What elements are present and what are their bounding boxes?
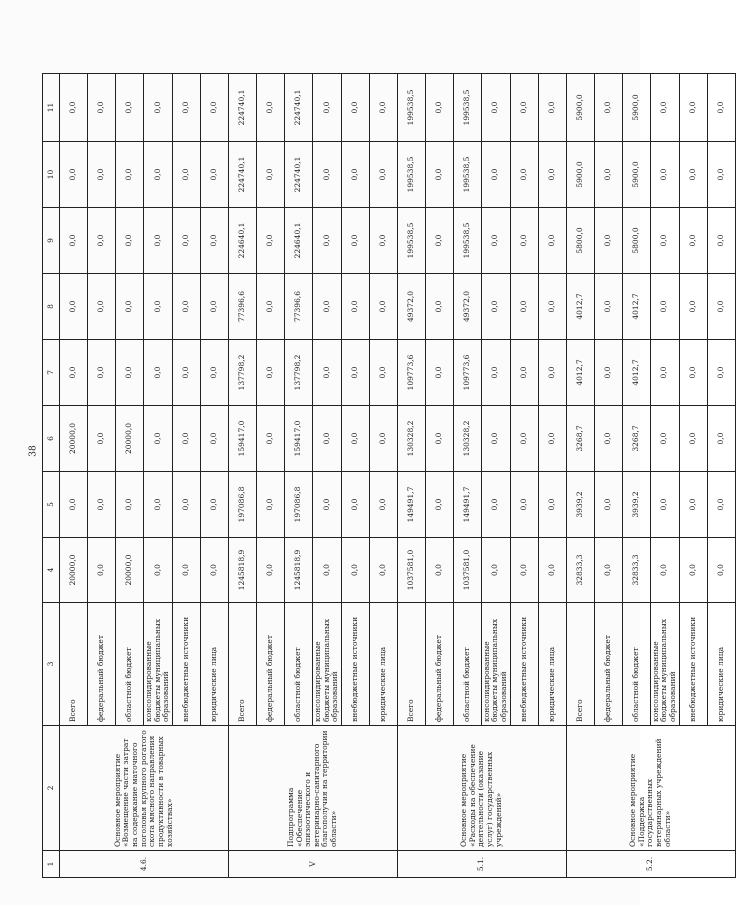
funding-source: Всего — [566, 603, 594, 726]
funding-source: юридические лица — [369, 603, 397, 726]
amount-cell: 0,0 — [425, 472, 453, 538]
amount-cell: 0,0 — [650, 406, 679, 472]
amount-cell: 0,0 — [256, 74, 284, 142]
amount-cell: 199538,5 — [453, 208, 481, 274]
amount-cell: 0,0 — [707, 274, 735, 340]
header-cell: 3 — [43, 603, 60, 726]
amount-cell: 0,0 — [256, 406, 284, 472]
amount-cell: 0,0 — [538, 274, 566, 340]
funding-source: юридические лица — [707, 603, 735, 726]
amount-cell: 0,0 — [312, 538, 341, 603]
amount-cell: 0,0 — [594, 406, 622, 472]
amount-cell: 0,0 — [88, 208, 116, 274]
amount-cell: 0,0 — [594, 74, 622, 142]
amount-cell: 109773,6 — [453, 340, 481, 406]
amount-cell: 199538,5 — [453, 142, 481, 208]
amount-cell: 0,0 — [594, 142, 622, 208]
amount-cell: 49372,0 — [397, 274, 425, 340]
amount-cell: 5800,0 — [622, 208, 650, 274]
funding-table — [42, 73, 736, 878]
amount-cell: 0,0 — [707, 406, 735, 472]
amount-cell: 0,0 — [594, 340, 622, 406]
funding-source: федеральный бюджет — [594, 603, 622, 726]
amount-cell: 224640,1 — [284, 208, 312, 274]
amount-cell: 0,0 — [341, 472, 369, 538]
amount-cell: 0,0 — [256, 472, 284, 538]
amount-cell: 0,0 — [60, 472, 88, 538]
amount-cell: 0,0 — [369, 340, 397, 406]
amount-cell: 0,0 — [481, 142, 510, 208]
funding-source: внебюджетные источники — [679, 603, 707, 726]
amount-cell: 137798,2 — [284, 340, 312, 406]
amount-cell: 159417,0 — [284, 406, 312, 472]
amount-cell: 224740,1 — [228, 142, 256, 208]
amount-cell: 0,0 — [369, 74, 397, 142]
amount-cell: 0,0 — [650, 274, 679, 340]
amount-cell: 137798,2 — [228, 340, 256, 406]
rotated-table-wrapper — [42, 74, 725, 878]
amount-cell: 0,0 — [60, 208, 88, 274]
item-code: 5.2. — [566, 851, 735, 878]
amount-cell: 0,0 — [679, 142, 707, 208]
amount-cell: 0,0 — [707, 208, 735, 274]
amount-cell: 0,0 — [594, 472, 622, 538]
amount-cell: 0,0 — [172, 274, 200, 340]
amount-cell: 0,0 — [425, 142, 453, 208]
funding-source: консолидированные бюджеты муниципальных образований — [650, 603, 679, 726]
amount-cell: 0,0 — [144, 274, 173, 340]
amount-cell: 0,0 — [369, 538, 397, 603]
amount-cell: 0,0 — [341, 208, 369, 274]
item-description: Основное мероприятие «Расходы на обеспечение деятельности (оказание услуг) государственных учреждений» — [397, 726, 566, 851]
amount-cell: 0,0 — [256, 340, 284, 406]
amount-cell: 0,0 — [144, 208, 173, 274]
amount-cell: 0,0 — [341, 274, 369, 340]
amount-cell: 0,0 — [481, 472, 510, 538]
amount-cell: 0,0 — [116, 74, 144, 142]
funding-source: консолидированные бюджеты муниципальных образований — [312, 603, 341, 726]
item-code: 5.1. — [397, 851, 566, 878]
amount-cell: 0,0 — [510, 142, 538, 208]
amount-cell: 0,0 — [60, 142, 88, 208]
amount-cell: 0,0 — [650, 74, 679, 142]
amount-cell: 0,0 — [116, 340, 144, 406]
table-body — [60, 74, 736, 878]
amount-cell: 199538,5 — [397, 74, 425, 142]
amount-cell: 0,0 — [341, 340, 369, 406]
funding-source: внебюджетные источники — [510, 603, 538, 726]
amount-cell: 0,0 — [679, 340, 707, 406]
header-cell: 10 — [43, 142, 60, 208]
amount-cell: 1037581,0 — [453, 538, 481, 603]
amount-cell: 0,0 — [144, 538, 173, 603]
amount-cell: 0,0 — [60, 74, 88, 142]
amount-cell: 3268,7 — [622, 406, 650, 472]
amount-cell: 130328,2 — [453, 406, 481, 472]
amount-cell: 0,0 — [538, 74, 566, 142]
amount-cell: 149491,7 — [453, 472, 481, 538]
item-description: Основное мероприятие «Возмещение части затрат на содержание маточного поголовья крупного рогатого скота мясного направления продуктивности в товарных хозяйствах» — [60, 726, 229, 851]
header-cell: 6 — [43, 406, 60, 472]
amount-cell: 77396,6 — [284, 274, 312, 340]
amount-cell: 0,0 — [341, 406, 369, 472]
amount-cell: 0,0 — [425, 406, 453, 472]
amount-cell: 0,0 — [200, 74, 228, 142]
table-row — [228, 74, 256, 878]
funding-source: юридические лица — [538, 603, 566, 726]
amount-cell: 5900,0 — [622, 74, 650, 142]
amount-cell: 0,0 — [650, 340, 679, 406]
amount-cell: 0,0 — [425, 274, 453, 340]
amount-cell: 3268,7 — [566, 406, 594, 472]
amount-cell: 0,0 — [144, 74, 173, 142]
funding-source: областной бюджет — [116, 603, 144, 726]
amount-cell: 0,0 — [481, 538, 510, 603]
amount-cell: 0,0 — [116, 472, 144, 538]
amount-cell: 0,0 — [88, 538, 116, 603]
amount-cell: 0,0 — [144, 142, 173, 208]
amount-cell: 0,0 — [88, 472, 116, 538]
amount-cell: 0,0 — [510, 538, 538, 603]
item-code: V — [228, 851, 397, 878]
funding-source: внебюджетные источники — [341, 603, 369, 726]
amount-cell: 0,0 — [707, 472, 735, 538]
amount-cell: 0,0 — [481, 208, 510, 274]
amount-cell: 0,0 — [172, 472, 200, 538]
amount-cell: 0,0 — [116, 274, 144, 340]
amount-cell: 0,0 — [312, 208, 341, 274]
amount-cell: 0,0 — [425, 538, 453, 603]
amount-cell: 0,0 — [425, 340, 453, 406]
amount-cell: 159417,0 — [228, 406, 256, 472]
amount-cell: 77396,6 — [228, 274, 256, 340]
amount-cell: 0,0 — [594, 538, 622, 603]
amount-cell: 0,0 — [116, 208, 144, 274]
amount-cell: 0,0 — [88, 406, 116, 472]
funding-source: консолидированные бюджеты муниципальных образований — [144, 603, 173, 726]
amount-cell: 32833,3 — [622, 538, 650, 603]
item-code: 4.6. — [60, 851, 229, 878]
amount-cell: 0,0 — [650, 142, 679, 208]
amount-cell: 0,0 — [341, 74, 369, 142]
amount-cell: 0,0 — [707, 74, 735, 142]
amount-cell: 0,0 — [538, 472, 566, 538]
amount-cell: 1245818,9 — [284, 538, 312, 603]
amount-cell: 20000,0 — [116, 406, 144, 472]
header-cell: 4 — [43, 538, 60, 603]
header-cell: 9 — [43, 208, 60, 274]
amount-cell: 0,0 — [510, 208, 538, 274]
amount-cell: 4012,7 — [622, 274, 650, 340]
funding-source: юридические лица — [200, 603, 228, 726]
amount-cell: 224740,1 — [284, 74, 312, 142]
amount-cell: 1037581,0 — [397, 538, 425, 603]
funding-source: федеральный бюджет — [88, 603, 116, 726]
amount-cell: 5800,0 — [566, 208, 594, 274]
amount-cell: 0,0 — [369, 472, 397, 538]
amount-cell: 32833,3 — [566, 538, 594, 603]
amount-cell: 0,0 — [650, 538, 679, 603]
amount-cell: 0,0 — [60, 274, 88, 340]
amount-cell: 109773,6 — [397, 340, 425, 406]
amount-cell: 0,0 — [200, 208, 228, 274]
amount-cell: 224740,1 — [284, 142, 312, 208]
amount-cell: 0,0 — [312, 340, 341, 406]
amount-cell: 0,0 — [369, 274, 397, 340]
amount-cell: 0,0 — [538, 142, 566, 208]
header-cell: 11 — [43, 74, 60, 142]
amount-cell: 0,0 — [116, 142, 144, 208]
amount-cell: 0,0 — [481, 74, 510, 142]
funding-source: Всего — [60, 603, 88, 726]
amount-cell: 4012,7 — [566, 340, 594, 406]
amount-cell: 0,0 — [144, 472, 173, 538]
header-cell: 2 — [43, 726, 60, 851]
amount-cell: 0,0 — [200, 274, 228, 340]
amount-cell: 0,0 — [679, 74, 707, 142]
amount-cell: 0,0 — [341, 142, 369, 208]
amount-cell: 224740,1 — [228, 74, 256, 142]
amount-cell: 0,0 — [200, 472, 228, 538]
amount-cell: 0,0 — [200, 406, 228, 472]
amount-cell: 0,0 — [481, 340, 510, 406]
amount-cell: 0,0 — [510, 74, 538, 142]
funding-source: консолидированные бюджеты муниципальных образований — [481, 603, 510, 726]
amount-cell: 0,0 — [425, 74, 453, 142]
amount-cell: 199538,5 — [397, 142, 425, 208]
amount-cell: 0,0 — [650, 208, 679, 274]
amount-cell: 3939,2 — [566, 472, 594, 538]
amount-cell: 0,0 — [369, 208, 397, 274]
funding-source: федеральный бюджет — [425, 603, 453, 726]
amount-cell: 0,0 — [200, 538, 228, 603]
funding-source: областной бюджет — [622, 603, 650, 726]
amount-cell: 0,0 — [88, 142, 116, 208]
funding-source: Всего — [228, 603, 256, 726]
amount-cell: 3939,2 — [622, 472, 650, 538]
amount-cell: 0,0 — [312, 406, 341, 472]
amount-cell: 0,0 — [312, 142, 341, 208]
header-cell: 8 — [43, 274, 60, 340]
header-row — [43, 74, 60, 878]
amount-cell: 20000,0 — [116, 538, 144, 603]
amount-cell: 0,0 — [312, 472, 341, 538]
amount-cell: 0,0 — [369, 406, 397, 472]
amount-cell: 0,0 — [200, 340, 228, 406]
amount-cell: 0,0 — [312, 74, 341, 142]
amount-cell: 0,0 — [256, 538, 284, 603]
amount-cell: 0,0 — [172, 340, 200, 406]
amount-cell: 0,0 — [650, 472, 679, 538]
amount-cell: 0,0 — [538, 340, 566, 406]
amount-cell: 0,0 — [481, 406, 510, 472]
amount-cell: 1245818,9 — [228, 538, 256, 603]
amount-cell: 4012,7 — [622, 340, 650, 406]
amount-cell: 0,0 — [88, 74, 116, 142]
amount-cell: 5900,0 — [566, 142, 594, 208]
funding-source: областной бюджет — [453, 603, 481, 726]
amount-cell: 0,0 — [256, 142, 284, 208]
amount-cell: 0,0 — [341, 538, 369, 603]
table-row — [566, 74, 594, 878]
amount-cell: 0,0 — [679, 538, 707, 603]
amount-cell: 5900,0 — [622, 142, 650, 208]
amount-cell: 0,0 — [172, 406, 200, 472]
amount-cell: 130328,2 — [397, 406, 425, 472]
amount-cell: 0,0 — [172, 74, 200, 142]
amount-cell: 0,0 — [425, 208, 453, 274]
amount-cell: 0,0 — [679, 472, 707, 538]
amount-cell: 0,0 — [538, 208, 566, 274]
amount-cell: 0,0 — [594, 208, 622, 274]
amount-cell: 149491,7 — [397, 472, 425, 538]
header-cell: 1 — [43, 851, 60, 878]
amount-cell: 0,0 — [312, 274, 341, 340]
amount-cell: 197086,8 — [228, 472, 256, 538]
amount-cell: 224640,1 — [228, 208, 256, 274]
amount-cell: 0,0 — [510, 274, 538, 340]
amount-cell: 20000,0 — [60, 406, 88, 472]
amount-cell: 197086,8 — [284, 472, 312, 538]
funding-source: Всего — [397, 603, 425, 726]
amount-cell: 0,0 — [679, 406, 707, 472]
amount-cell: 0,0 — [510, 340, 538, 406]
amount-cell: 0,0 — [369, 142, 397, 208]
amount-cell: 0,0 — [172, 538, 200, 603]
amount-cell: 0,0 — [707, 142, 735, 208]
amount-cell: 0,0 — [88, 274, 116, 340]
funding-source: федеральный бюджет — [256, 603, 284, 726]
amount-cell: 20000,0 — [60, 538, 88, 603]
amount-cell: 0,0 — [594, 274, 622, 340]
amount-cell: 0,0 — [144, 406, 173, 472]
funding-source: областной бюджет — [284, 603, 312, 726]
amount-cell: 0,0 — [60, 340, 88, 406]
amount-cell: 0,0 — [707, 538, 735, 603]
amount-cell: 0,0 — [510, 406, 538, 472]
amount-cell: 0,0 — [200, 142, 228, 208]
item-description: Основное мероприятие «Поддержка государственных ветеринарных учреждений области» — [566, 726, 735, 851]
amount-cell: 0,0 — [172, 208, 200, 274]
item-description: Подпрограмма «Обеспечение эпизоотического и ветеринарно-санитарного благополучия на территории области» — [228, 726, 397, 851]
amount-cell: 199538,5 — [397, 208, 425, 274]
amount-cell: 0,0 — [679, 208, 707, 274]
amount-cell: 0,0 — [88, 340, 116, 406]
amount-cell: 0,0 — [538, 538, 566, 603]
amount-cell: 0,0 — [481, 274, 510, 340]
funding-source: внебюджетные источники — [172, 603, 200, 726]
page-number: 38 — [28, 445, 39, 457]
amount-cell: 0,0 — [172, 142, 200, 208]
amount-cell: 4012,7 — [566, 274, 594, 340]
header-cell: 7 — [43, 340, 60, 406]
amount-cell: 0,0 — [679, 274, 707, 340]
amount-cell: 0,0 — [256, 274, 284, 340]
table-row — [60, 74, 88, 878]
amount-cell: 0,0 — [144, 340, 173, 406]
amount-cell: 49372,0 — [453, 274, 481, 340]
amount-cell: 199538,5 — [453, 74, 481, 142]
amount-cell: 5900,0 — [566, 74, 594, 142]
table-row — [397, 74, 425, 878]
amount-cell: 0,0 — [538, 406, 566, 472]
amount-cell: 0,0 — [256, 208, 284, 274]
amount-cell: 0,0 — [707, 340, 735, 406]
header-cell: 5 — [43, 472, 60, 538]
amount-cell: 0,0 — [510, 472, 538, 538]
